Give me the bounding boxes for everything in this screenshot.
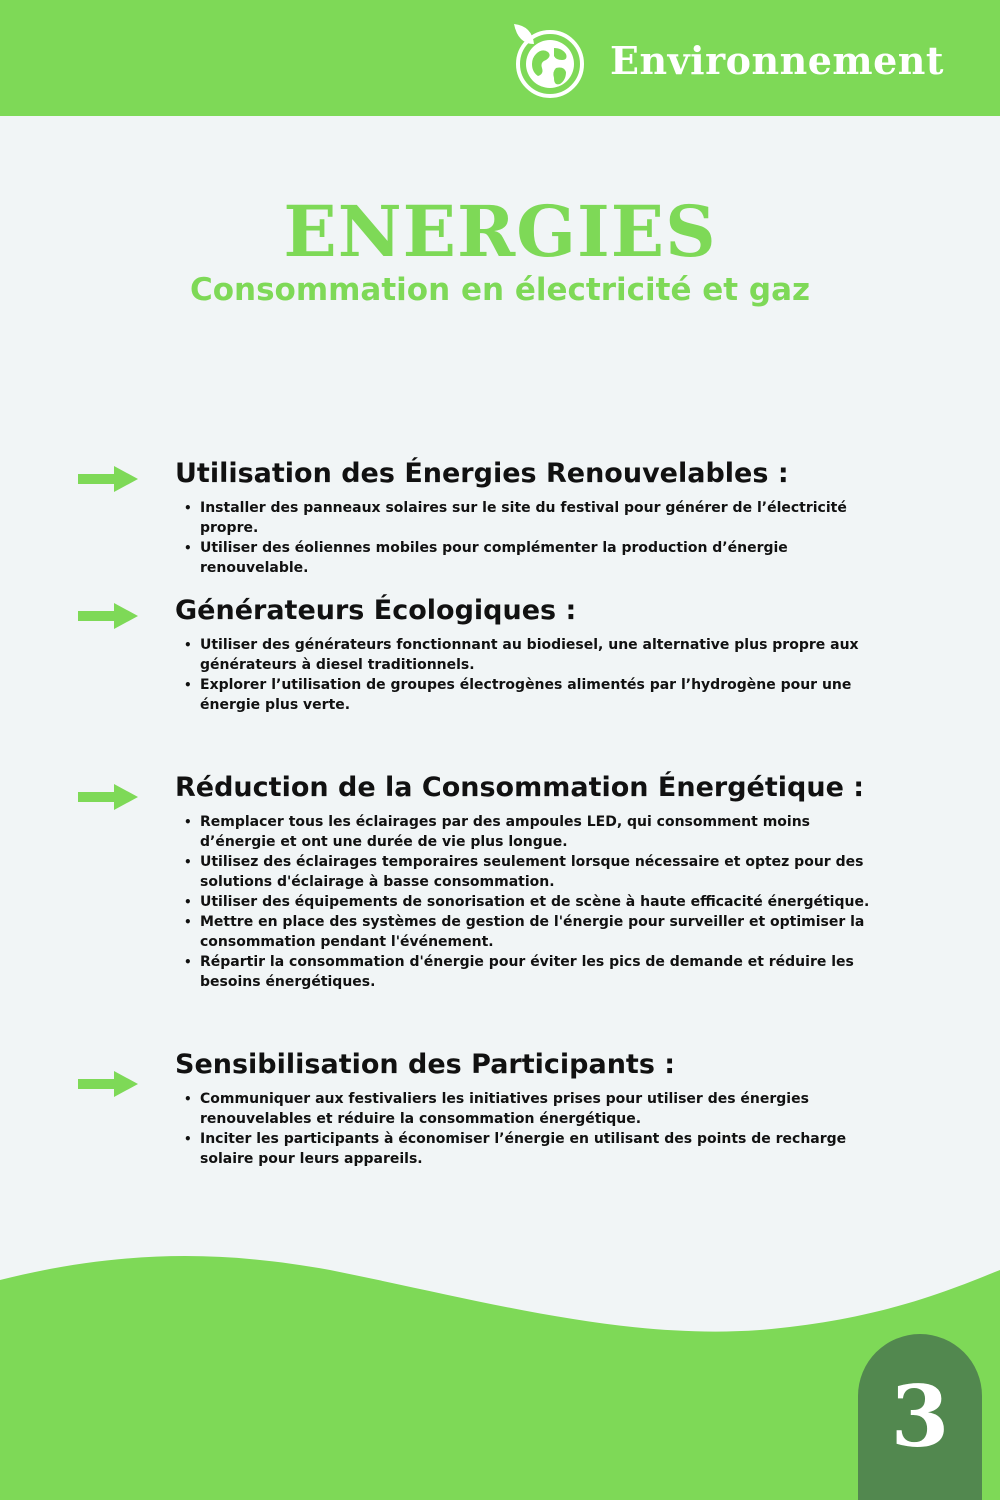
list-item: • Explorer l’utilisation de groupes électrogènes alimentés par l’hydrogène pour une énergie plus verte. (200, 675, 880, 715)
list-item: • Utiliser des générateurs fonctionnant au biodiesel, une alternative plus propre aux générateurs à diesel traditionnels. (200, 635, 880, 675)
page-title: ENERGIES (283, 190, 717, 273)
bullet-list (200, 1089, 880, 1169)
section-title: Générateurs Écologiques : (175, 595, 577, 626)
bullet-list (200, 812, 880, 992)
bullet-list (200, 635, 880, 715)
list-item: • Communiquer aux festivaliers les initiatives prises pour utiliser des énergies renouvelables et réduire la consommation énergétique. (200, 1089, 880, 1129)
list-item: • Utiliser des éoliennes mobiles pour complémenter la production d’énergie renouvelable. (200, 538, 880, 578)
section-title: Réduction de la Consommation Énergétique : (175, 772, 865, 803)
list-item: • Inciter les participants à économiser l’énergie en utilisant des points de recharge solaire pour leurs appareils. (200, 1129, 880, 1169)
brand-title: Environnement (610, 38, 944, 83)
header-bar (0, 0, 1000, 116)
page-number-badge (858, 1334, 982, 1500)
list-item: • Remplacer tous les éclairages par des ampoules LED, qui consomment moins d’énergie et ont une durée de vie plus longue. (200, 812, 880, 852)
list-item: • Utilisez des éclairages temporaires seulement lorsque nécessaire et optez pour des solutions d'éclairage à basse consommation. (200, 852, 880, 892)
list-item: • Installer des panneaux solaires sur le site du festival pour générer de l’électricité propre. (200, 498, 880, 538)
page-number: 3 (890, 1367, 950, 1466)
footer-wave (0, 1240, 1000, 1500)
globe-leaf-icon (506, 20, 590, 100)
list-item: • Utiliser des équipements de sonorisation et de scène à haute efficacité énergétique. (200, 892, 880, 912)
section-title: Sensibilisation des Participants : (175, 1049, 676, 1080)
arrow-right-icon (78, 1069, 140, 1099)
arrow-right-icon (78, 601, 140, 631)
bullet-list (200, 498, 880, 578)
arrow-right-icon (78, 464, 140, 494)
list-item: • Mettre en place des systèmes de gestion de l'énergie pour surveiller et optimiser la consommation pendant l'événement. (200, 912, 880, 952)
arrow-right-icon (78, 782, 140, 812)
list-item: • Répartir la consommation d'énergie pour éviter les pics de demande et réduire les besoins énergétiques. (200, 952, 880, 992)
section-title: Utilisation des Énergies Renouvelables : (175, 458, 789, 489)
page-subtitle: Consommation en électricité et gaz (189, 272, 811, 308)
